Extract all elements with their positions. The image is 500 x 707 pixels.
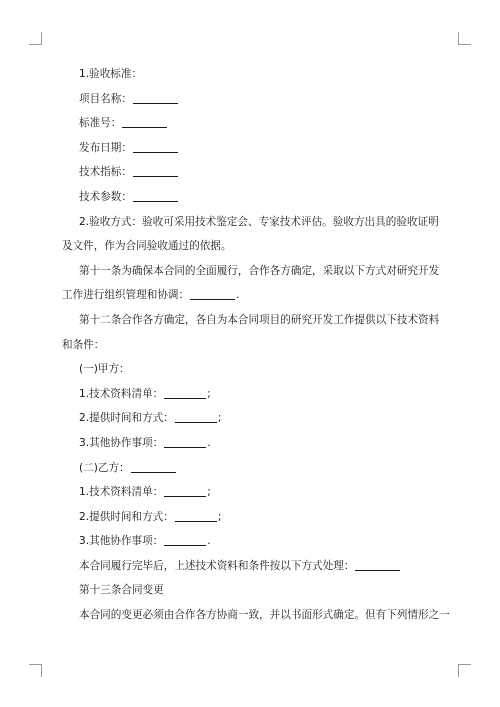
standard-number-blank xyxy=(122,115,167,128)
crop-mark-top-right xyxy=(458,32,471,45)
crop-mark-top-left xyxy=(29,32,42,45)
post-performance-blank xyxy=(355,558,400,571)
crop-mark-bottom-right xyxy=(458,664,471,677)
article-11-blank xyxy=(190,287,235,300)
party-b-heading: (二)乙方： xyxy=(62,456,440,481)
party-a-time-method-line: 2.提供时间和方式： ; xyxy=(79,412,222,425)
technical-indicator-blank xyxy=(133,164,178,177)
technical-parameter-line: 技术参数： xyxy=(62,185,440,210)
project-name-blank xyxy=(133,91,178,104)
party-b-tech-list-blank xyxy=(164,484,206,497)
standard-number-line: 标准号： xyxy=(62,111,440,136)
project-name-line: 项目名称： xyxy=(62,87,440,112)
party-b-other-line: 3.其他协作事项： . xyxy=(79,535,211,548)
post-performance-line: 本合同履行完毕后，上述技术资料和条件按以下方式处理： xyxy=(62,554,440,579)
party-a-time-method-blank xyxy=(175,410,217,423)
party-b-time-method-line: 2.提供时间和方式： ; xyxy=(79,510,222,523)
article-11-paragraph: 第十一条为确保本合同的全面履行，合作各方确定，采取以下方式对研究开发工作进行组织管理和协调： . xyxy=(62,264,440,302)
party-b-tech-list-line: 1.技术资料清单： ; xyxy=(79,486,211,499)
acceptance-method-paragraph: 2.验收方式：验收可采用技术鉴定会、专家技术评估。验收方出具的验收证明及文件，作为合同验收通过的依据。 xyxy=(62,215,439,253)
crop-mark-bottom-left xyxy=(29,664,42,677)
document-body xyxy=(62,62,450,628)
party-a-tech-list-line: 1.技术资料清单： ; xyxy=(79,387,211,400)
publish-date-blank xyxy=(133,140,178,153)
party-a-heading: (一)甲方： xyxy=(79,363,130,376)
article-13-heading: 第十三条合同变更 xyxy=(79,584,164,597)
article-13-paragraph: 本合同的变更必须由合作各方协商一致，并以书面形式确定。但有下列情形之一 xyxy=(79,609,450,622)
party-a-tech-list-blank xyxy=(164,386,206,399)
technical-parameter-blank xyxy=(133,189,178,202)
acceptance-standard-heading: 1.验收标准： xyxy=(79,68,143,80)
publish-date-line: 发布日期： xyxy=(62,136,440,161)
technical-indicator-line: 技术指标： xyxy=(62,160,440,185)
party-b-other-blank xyxy=(164,533,206,546)
party-b-time-method-blank xyxy=(175,509,217,522)
party-a-other-blank xyxy=(164,435,206,448)
article-12-paragraph: 第十二条合作各方确定，各自为本合同项目的研究开发工作提供以下技术资料和条件： xyxy=(62,313,440,351)
party-a-other-line: 3.其他协作事项： . xyxy=(79,436,211,449)
party-b-blank xyxy=(131,460,176,473)
